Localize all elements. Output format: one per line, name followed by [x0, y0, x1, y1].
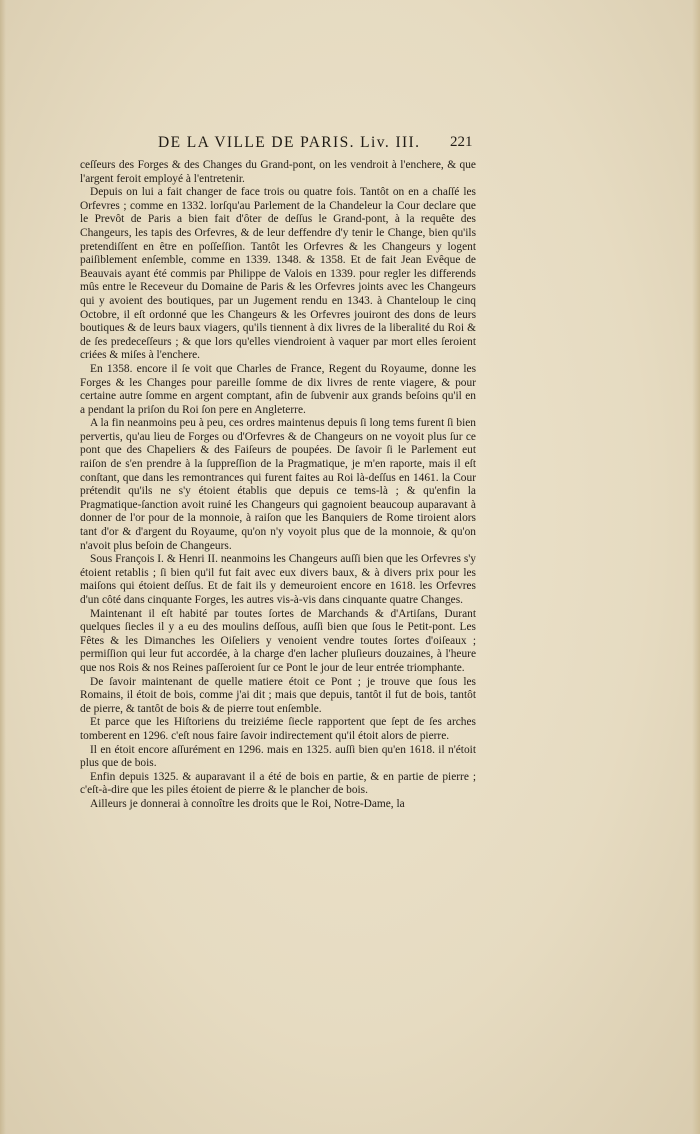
paragraph: Il en étoit encore aſſurément en 1296. mais en 1325. auſſi bien qu'en 1618. il n'étoit plus que de bois. [80, 743, 476, 770]
paragraph: De ſavoir maintenant de quelle matiere étoit ce Pont ; je trouve que ſous les Romains, il étoit de bois, comme j'ai dit ; mais que depuis, tantôt il fut de bois, tantôt de pierre, & tantôt de bois & de pierre tout enſemble. [80, 675, 476, 715]
paragraph: ceſſeurs des Forges & des Changes du Grand-pont, on les vendroit à l'enchere, & que l'argent feroit employé à l'entretenir. [80, 159, 476, 185]
paragraph: Depuis on lui a fait changer de face trois ou quatre fois. Tantôt on en a chaſſé les Orfevres ; comme en 1332. lorſqu'au Parlement de la Chandeleur la Cour declare que le Prevôt de Paris a bien fait d'ôter de deſſus le Grand-pont, à la requête des Changeurs, les tapis des Orfevres, & de leur deffendre d'y tenir le Change, bien qu'ils pretendiſſent en être en poſſeſſion. Tantôt les Orfevres & les Changeurs y logent paiſiblement enſemble, comme en 1339. 1348. & 1358. Et de fait Jean Evêque de Beauvais ayant été commis par Philippe de Valois en 1339. pour regler les differends mûs entre le Receveur du Domaine de Paris & les Orfevres joints avec les Changeurs qui y avoient des boutiques, par un Jugement rendu en 1343. à Chanteloup le cinq Octobre, il eſt ordonné que les Changeurs & les Orfevres jouiront des dons de leurs boutiques & de leurs baux viagers, qu'ils tiennent à dix livres de la liberalité du Roi & de ſes predeceſſeurs ; & que lors qu'elles viendroient à vaquer par mort elles ſeroient criées & miſes à l'enchere. [80, 186, 476, 362]
page-left-edge-shadow [0, 0, 6, 1134]
paragraph: Ailleurs je donnerai à connoître les droits que le Roi, Notre-Dame, la [90, 797, 405, 810]
paragraph: Et parce que les Hiſtoriens du treiziéme ſiecle rapportent que ſept de ſes arches tomberent en 1296. c'eſt nous faire ſavoir indirectement qu'il étoit alors de pierre. [80, 716, 476, 742]
paragraph: En 1358. encore il ſe voit que Charles de France, Regent du Royaume, donne les Forges & les Changes pour pareille ſomme de dix livres de rente viagere, & pour certaine autre ſomme en argent comptant, afin de ſubvenir aux grands beſoins qu'il en a pendant la priſon du Roi ſon pere en Angleterre. [80, 362, 476, 416]
page-right-edge-shadow [692, 0, 700, 1134]
paragraph: Sous François I. & Henri II. neanmoins les Changeurs auſſi bien que les Orfevres s'y étoient retablis ; ſi bien qu'il fut fait avec eux divers baux, & à divers prix pour les maiſons qui étoient deſſus. Et de fait ils y demeuroient encore en 1618. les Orfevres d'un côté dans cinquante Forges, les autres vis-à-vis dans cinquante quatre Changes. [80, 553, 476, 606]
paragraph: A la fin neanmoins peu à peu, ces ordres maintenus depuis ſi long tems furent ſi bien pervertis, qu'au lieu de Forges ou d'Orfevres & de Changeurs on ne voyoit plus ſur ce pont que des Chapeliers & des Faiſeurs de poupées. De ſavoir ſi le Parlement eut raiſon de s'en prendre à la ſuppreſſion de la Pragmatique, je m'en raporte, mais il eſt conſtant, que dans les remontrances qui furent faites au Roi là-deſſus en 1461. la Cour prétendit qu'ils ne s'y étoient établis que depuis ce tems-là ; & qu'enfin la Pragmatique-ſanction avoit ruiné les Changeurs qui gagnoient beaucoup auparavant à donner de l'or pour de la monnoie, à raiſon que les Banquiers de Rome tiroient alors tant d'or & d'argent du Royaume, qu'on n'y voyoit plus que de la monnoie, & qu'on n'avoit plus beſoin de Changeurs. [80, 417, 476, 552]
page-number: 221 [450, 134, 473, 150]
paragraph: Maintenant il eſt habité par toutes ſortes de Marchands & d'Artiſans, Durant quelques ſiecles il y a eu des moulins deſſous, auſſi bien que ſous le Petit-pont. Les Fêtes & les Dimanches les Oiſeliers y venoient vendre toutes ſortes d'oiſeaux ; permiſſion qui leur fut accordée, à la charge d'en lacher pluſieurs douzaines, à l'heure que nos Rois & nos Reines paſſeroient ſur ce Pont le jour de leur entrée triomphante. [80, 607, 476, 674]
paragraph: Enfin depuis 1325. & auparavant il a été de bois en partie, & en partie de pierre ; c'eſt-à-dire que les piles étoient de pierre & le plancher de bois. [80, 770, 476, 797]
running-title: DE LA VILLE DE PARIS. Liv. III. [158, 134, 421, 151]
body-text [80, 159, 476, 812]
